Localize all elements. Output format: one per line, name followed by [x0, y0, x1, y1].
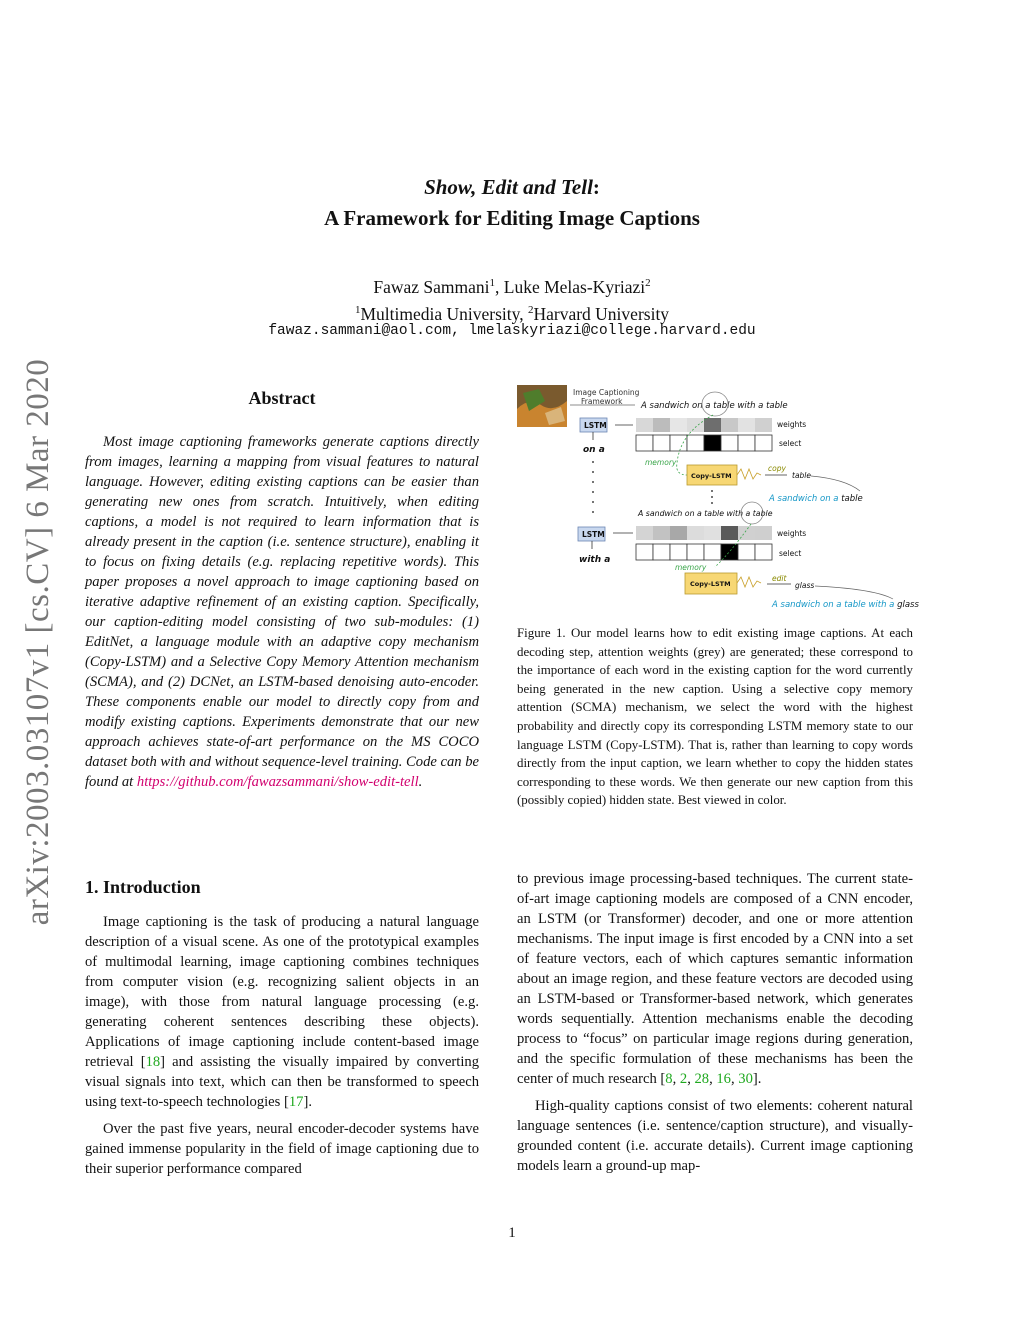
citation-link[interactable]: 8	[665, 1071, 673, 1087]
ellipsis-dots-left	[592, 461, 594, 513]
author-name: Fawaz Sammani	[373, 276, 490, 297]
svg-text:A sandwich on a table with a g: A sandwich on a table with a glass	[772, 600, 919, 610]
input-caption: A sandwich on a table with a table	[641, 401, 788, 411]
affiliation: Multimedia University,	[360, 303, 528, 324]
svg-text:weights: weights	[777, 529, 807, 538]
svg-text:copy: copy	[768, 464, 786, 473]
svg-text:memory: memory	[675, 563, 707, 572]
input-word-with-a: with a	[579, 555, 611, 565]
attention-weights-row-1	[636, 418, 772, 432]
framework-label: Image Captioning	[573, 388, 640, 397]
citation-link[interactable]: 16	[716, 1071, 731, 1087]
author-name: Luke Melas-Kyriazi	[503, 276, 646, 297]
svg-text:table: table	[792, 471, 811, 480]
abstract-heading: Abstract	[248, 388, 316, 408]
page-number: 1	[508, 1225, 516, 1241]
select-row-1	[636, 435, 772, 451]
svg-text:LSTM: LSTM	[584, 421, 607, 430]
title-line2: A Framework for Editing Image Captions	[324, 206, 700, 230]
svg-text:A sandwich on a table: A sandwich on a table	[769, 494, 863, 504]
title-line1: Show, Edit and Tell	[424, 175, 593, 199]
svg-text:edit: edit	[772, 574, 787, 583]
intro-right-column: to previous image processing-based techniques. The current state-of-art image captioning models are composed of a CNN encoder, an LSTM (or Transformer) decoder, and one or more attention mechanisms. The input image is first encoded by a CNN into a set of feature vectors, each of which captures semantic information about an image region, and these feature vectors are decoded using an LSTM-based or Transformer-based network, which generates words sequentially. Attention mechanisms enable the decoding process to “focus” on particular image regions during generation, and the specific formulation of these mechanisms has been the center of much research [8, 2, 28, 16, 30]. High-quality captions consist of two elements: coherent natural language sentences (i.e. sentence/caption structure), and visually-grounded content (i.e. accurate details). Current image captioning models learn a ground-up map-	[517, 871, 913, 1174]
ellipsis-dots-mid	[711, 490, 713, 504]
svg-text:Framework: Framework	[581, 397, 623, 406]
svg-text:LSTM: LSTM	[582, 530, 605, 539]
citation-link[interactable]: 30	[738, 1071, 753, 1087]
citation-link[interactable]: 2	[679, 1071, 688, 1087]
input-image-thumbnail	[517, 385, 567, 427]
citation-link[interactable]: 28	[694, 1071, 710, 1087]
svg-text:Copy-LSTM: Copy-LSTM	[691, 472, 732, 480]
affiliation: Harvard University	[533, 303, 670, 324]
arxiv-stamp: arXiv:2003.03107v1 [cs.CV] 6 Mar 2020	[20, 358, 56, 926]
svg-text:weights: weights	[777, 420, 807, 429]
intro-heading: 1. Introduction	[85, 877, 201, 897]
input-word-on-a: on a	[583, 445, 605, 455]
abstract-body: Most image captioning frameworks generate captions directly from images, learning a mapping from visual features to natural language. However, editing existing captions can be easier than generating new ones from scratch. Intuitively, when editing captions, a model is not required to learn information that is already present in the caption (i.e. sentence structure), enabling it to focus on fixing details (e.g. replacing repetitive words). This paper proposes a novel approach to image captioning based on iterative adaptive refinement of an existing caption. Specifically, our caption-editing model consisting of two sub-modules: (1) EditNet, a language module with an adaptive copy mechanism (Copy-LSTM) and a Selective Copy Memory Attention mechanism (SCMA), and (2) DCNet, an LSTM-based denoising auto-encoder. These components enable our model to directly copy from and modify existing captions. Experiments demonstrate that our new approach achieves state-of-art performance on the MS COCO dataset both with and without sequence-level training. Code can be found at https://github.com/fawazsammani/show-edit-tell.	[85, 434, 479, 790]
svg-text:memory: memory	[645, 458, 677, 467]
svg-text:glass: glass	[795, 581, 815, 590]
select-row-2	[636, 544, 772, 560]
author-emails: fawaz.sammani@aol.com, lmelaskyriazi@college.harvard.edu	[268, 323, 756, 339]
svg-text:Image Captioning	[573, 388, 640, 397]
citation-link[interactable]: 17	[288, 1094, 304, 1110]
svg-text:Copy-LSTM: Copy-LSTM	[690, 580, 731, 588]
figure-1-caption: Figure 1. Our model learns how to edit existing image captions. At each decoding step, attention weights (grey) are generated; these correspond to the importance of each word in the existing caption for the word currently being generated in the new caption. Using a selective copy memory attention (SCMA) mechanism, we select the word with the highest probability and directly copy its corresponding LSTM memory state to our language LSTM (Copy-LSTM). That is, rather than learning to copy words directly from the input caption, we learn whether to copy the hidden states corresponding to these words. We then generate our new caption from this (possibly copied) hidden state. Best viewed in color.	[517, 626, 913, 808]
figure-1-diagram	[515, 383, 935, 615]
citation-link[interactable]: 18	[145, 1054, 161, 1070]
attention-weights-row-2	[636, 526, 772, 540]
svg-text:select: select	[779, 549, 802, 558]
mid-caption: A sandwich on a table with a table	[638, 509, 773, 518]
paper-title: Show, Edit and Tell: A Framework for Editing Image Captions	[0, 172, 1024, 234]
code-link[interactable]: https://github.com/fawazsammani/show-edit-tell	[136, 774, 419, 790]
intro-left-column: Image captioning is the task of producing a natural language description of a visual scene. As one of the prototypical examples of multimodal learning, image captioning combines techniques from computer vision (e.g. recognizing salient objects in an image), with those from natural language processing (e.g. generating coherent sentences describing these objects). Applications of image captioning include content-based image retrieval [18] and assisting the visually impaired by converting visual signals into text, which can then be transformed to speech using text-to-speech technologies [17]. Over the past five years, neural encoder-decoder systems have gained immense popularity in the field of image captioning due to their superior performance compared	[85, 914, 479, 1177]
author-block: Fawaz Sammani$^1$, Luke Melas-Kyriazi$^2$ $^1$Multimedia University, $^2$Harvard University	[354, 276, 670, 324]
svg-text:select: select	[779, 439, 802, 448]
